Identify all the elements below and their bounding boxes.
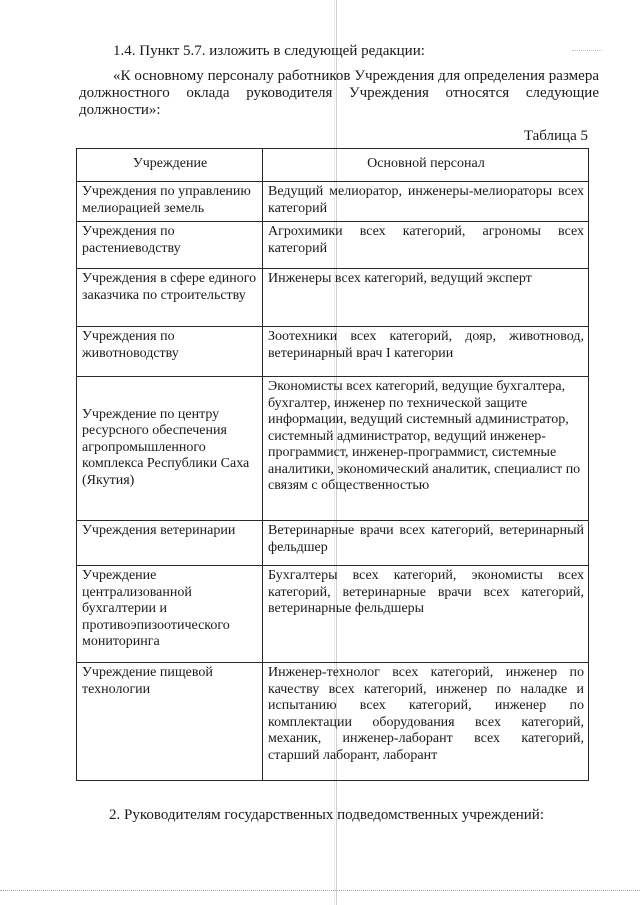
closing-paragraph: 2. Руководителям государственных подведомственных учреждений: [109, 807, 544, 823]
cell-institution: Учреждение пищевой технологии [77, 663, 263, 781]
header-institution: Учреждение [77, 149, 263, 182]
cell-institution: Учреждения по управлению мелиорацией земель [77, 182, 263, 222]
cell-staff: Ведущий мелиоратор, инженеры-мелиораторы всех категорий [263, 182, 589, 222]
cell-staff: Ветеринарные врачи всех категорий, ветеринарный фельдшер [263, 521, 589, 566]
cell-staff: Экономисты всех категорий, ведущие бухгалтера, бухгалтер, инженер по технической защите информации, ведущий системный администратор, системный администратор, ведущий инженер-программист, инженер-программист, системные аналитики, экономический аналитик, специалист по связям с общественностью [263, 377, 589, 521]
table-row [77, 327, 589, 377]
cell-staff: Зоотехники всех категорий, дояр, животновод, ветеринарный врач I категории [263, 327, 589, 377]
table-row [77, 269, 589, 327]
staff-table [76, 148, 589, 781]
cell-institution: Учреждение по центру ресурсного обеспечения агропромышленного комплекса Республики Саха (Якутия) [77, 377, 263, 521]
cell-staff: Бухгалтеры всех категорий, экономисты всех категорий, ветеринарные врачи всех категорий, ветеринарные фельдшеры [263, 566, 589, 663]
cell-staff: Инженеры всех категорий, ведущий эксперт [263, 269, 589, 327]
item-heading: 1.4. Пункт 5.7. изложить в следующей редакции: [113, 43, 425, 59]
header-staff: Основной персонал [263, 149, 589, 182]
cell-institution: Учреждения в сфере единого заказчика по строительству [77, 269, 263, 327]
table-row [77, 377, 589, 521]
cell-institution: Учреждения по растениеводству [77, 222, 263, 269]
table-row [77, 566, 589, 663]
cell-institution: Учреждения ветеринарии [77, 521, 263, 566]
table-row [77, 182, 589, 222]
scan-bottom-edge [0, 890, 640, 891]
table-row [77, 663, 589, 781]
cell-staff: Инженер-технолог всех категорий, инженер по качеству всех категорий, инженер по наладке и испытанию всех категорий, инженер по комплектации оборудования всех категорий, механик, инженер-лаборант всех категорий, старший лаборант, лаборант [263, 663, 589, 781]
quote-paragraph: «К основному персоналу работников Учреждения для определения размера должностного оклада руководителя Учреждения относятся следующие должности»: [79, 68, 599, 118]
table-row [77, 222, 589, 269]
table-header-row [77, 149, 589, 182]
scan-artifact [572, 50, 602, 56]
cell-staff: Агрохимики всех категорий, агрономы всех категорий [263, 222, 589, 269]
cell-institution: Учреждения по животноводству [77, 327, 263, 377]
table-caption: Таблица 5 [523, 128, 588, 144]
cell-institution: Учреждение централизованной бухгалтерии и противоэпизоотического мониторинга [77, 566, 263, 663]
table-row [77, 521, 589, 566]
